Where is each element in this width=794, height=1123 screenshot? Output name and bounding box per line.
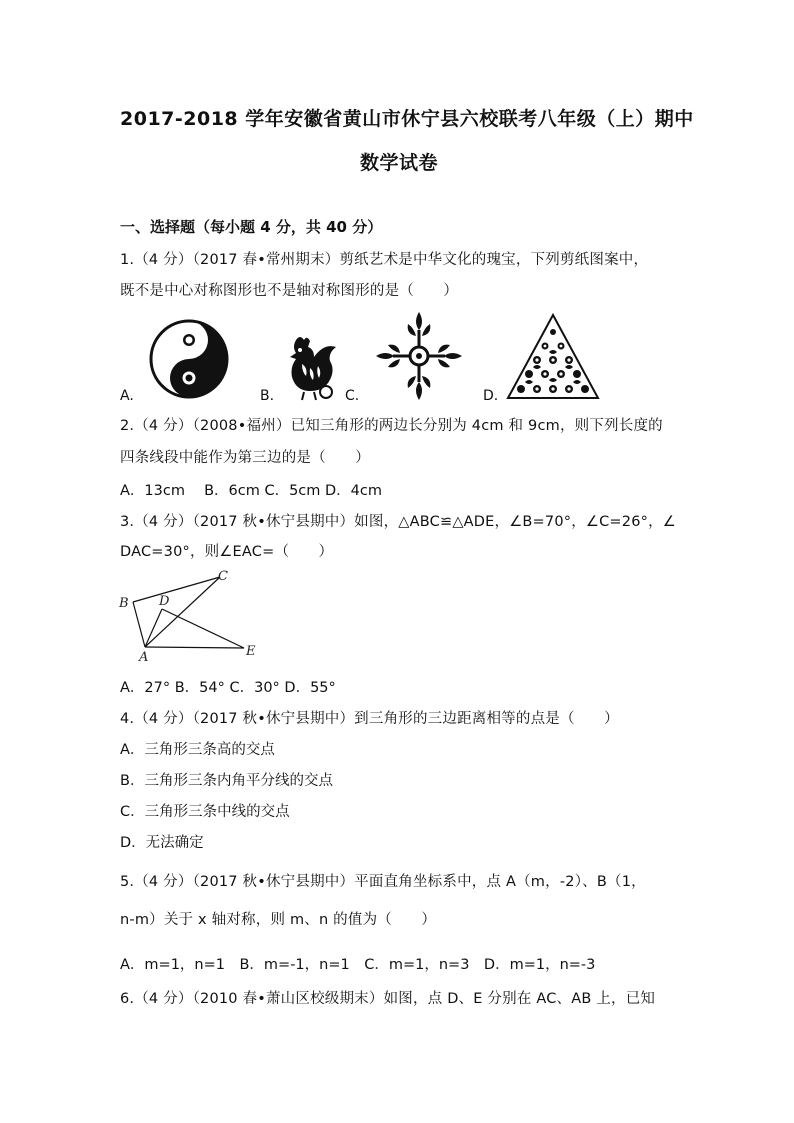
q3-label-c: C [218, 569, 228, 584]
section-heading: 一、选择题（每小题 4 分，共 40 分） [120, 218, 383, 236]
q4-option-b: B．三角形三条内角平分线的交点 [120, 773, 333, 789]
q1-option-a-label: A. [120, 388, 134, 404]
q3-triangle-figure [114, 565, 264, 665]
q1-option-d-label: D. [483, 388, 499, 404]
page-title-line1: 2017-2018 学年安徽省黄山市休宁县六校联考八年级（上）期中 [120, 108, 694, 130]
q6-line1: 6.（4 分）（2010 春•萧山区校级期末）如图，点 D、E 分别在 AC、AB 上，已知 [120, 991, 656, 1007]
q1-line2: 既不是中心对称图形也不是轴对称图形的是（ ） [120, 283, 459, 299]
q3-label-b: B [119, 596, 129, 611]
q1-option-c-label: C. [345, 388, 360, 404]
q3-label-a: A [139, 650, 149, 665]
triangle-papercut-image [505, 312, 601, 400]
page-title-line2: 数学试卷 [360, 152, 439, 174]
q2-line2: 四条线段中能作为第三边的是（ ） [120, 450, 370, 466]
q4-option-c: C．三角形三条中线的交点 [120, 804, 290, 820]
q3-options: A．27° B．54° C．30° D．55° [120, 680, 336, 696]
q2-options: A．13cm B．6cm C．5cm D．4cm [120, 483, 382, 499]
q5-line1: 5.（4 分）（2017 秋•休宁县期中）平面直角坐标系中，点 A（m，-2）、B（1， [120, 874, 646, 890]
q4-option-d: D．无法确定 [120, 835, 204, 851]
q3-line1: 3.（4 分）（2017 秋•休宁县期中）如图，△ABC≌△ADE，∠B=70°，∠C=26°，∠ [120, 514, 676, 530]
q4-option-a: A．三角形三条高的交点 [120, 742, 275, 758]
q5-options: A．m=1，n=1 B．m=-1，n=1 C．m=1，n=3 D．m=1，n=-3 [120, 957, 596, 973]
q3-label-e: E [246, 644, 256, 659]
q1-line1: 1.（4 分）（2017 春•常州期末）剪纸艺术是中华文化的瑰宝，下列剪纸图案中， [120, 252, 649, 268]
q1-option-b-label: B. [260, 388, 275, 404]
q5-line2: n-m）关于 x 轴对称，则 m、n 的值为（ ） [120, 912, 437, 928]
q2-line1: 2.（4 分）（2008•福州）已知三角形的两边长分别为 4cm 和 9cm，则下列长度的 [120, 418, 663, 434]
q4-line1: 4.（4 分）（2017 秋•休宁县期中）到三角形的三边距离相等的点是（ ） [120, 711, 619, 727]
q3-line2: DAC=30°，则∠EAC=（ ） [120, 544, 334, 560]
q3-label-d: D [159, 594, 170, 609]
rooster-papercut-image [282, 334, 340, 402]
yin-yang-papercut-image [148, 318, 230, 400]
cross-flower-papercut-image [374, 310, 464, 402]
